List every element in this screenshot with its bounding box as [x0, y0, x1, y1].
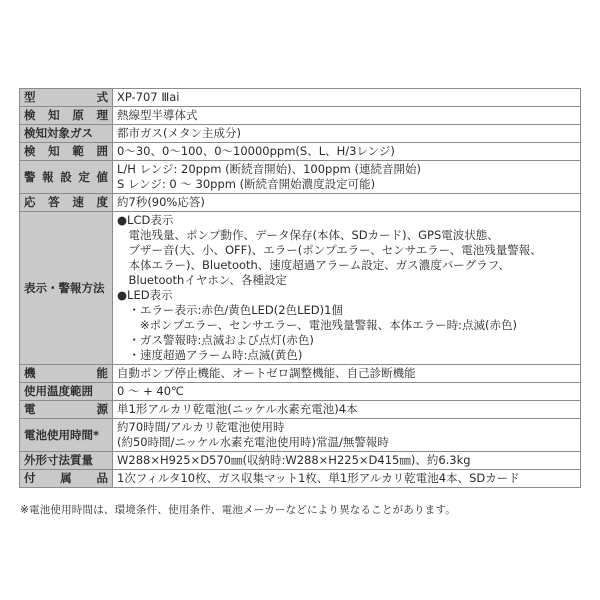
spec-label-text: 検 知 原 理 — [24, 108, 108, 122]
spec-label — [20, 161, 113, 194]
spec-row — [20, 143, 581, 161]
spec-value-line: (約50時間/ニッケル水素充電池使用時)常温/無警報時 — [117, 435, 389, 449]
spec-row — [20, 125, 581, 143]
spec-value — [113, 452, 581, 470]
spec-value — [113, 383, 581, 401]
spec-value-line: 都市ガス(メタン主成分) — [117, 126, 241, 140]
spec-table-body — [20, 89, 581, 488]
spec-value — [113, 401, 581, 419]
spec-label-text: 検知対象ガス — [24, 126, 93, 140]
spec-value-line: ●LED表示 — [117, 288, 173, 302]
spec-value-line: ・ガス警報時:点滅および点灯(赤色) — [117, 333, 314, 347]
spec-row — [20, 470, 581, 488]
spec-value — [113, 194, 581, 212]
spec-label-text: 応 答 速 度 — [24, 195, 108, 209]
spec-label — [20, 419, 113, 452]
spec-label-text: 外形寸法質量 — [24, 453, 93, 467]
spec-value-line: 0〜30、0〜100、0〜10000ppm(S、L、H/3レンジ) — [117, 144, 395, 158]
spec-value — [113, 107, 581, 125]
spec-row — [20, 107, 581, 125]
spec-value-line: 電池残量、ポンプ動作、データ保存(本体、SDカード)、GPS電波状態、 — [117, 228, 499, 242]
spec-label-text: 電池使用時間* — [24, 427, 100, 442]
spec-label-text: 型 式 — [24, 90, 108, 104]
spec-value — [113, 89, 581, 107]
spec-value — [113, 365, 581, 383]
spec-value — [113, 125, 581, 143]
spec-label — [20, 143, 113, 161]
spec-label-text: 検 知 範 囲 — [24, 144, 108, 158]
spec-row — [20, 161, 581, 194]
spec-value-line: L/H レンジ: 20ppm (断続音開始)、100ppm (連続音開始) — [117, 162, 421, 176]
spec-value — [113, 161, 581, 194]
spec-row — [20, 89, 581, 107]
spec-value-line: ・エラー表示:赤色/黄色LED(2色LED)1個 — [117, 303, 343, 317]
spec-label — [20, 383, 113, 401]
spec-value-line: 0 〜 + 40℃ — [117, 384, 184, 398]
spec-row — [20, 401, 581, 419]
spec-value-line: 1次フィルタ10枚、ガス収集マット1枚、単1形アルカリ乾電池4本、SDカード — [117, 471, 520, 485]
spec-label — [20, 89, 113, 107]
spec-label-text: 付 属 品 — [24, 471, 108, 485]
spec-value-line: ブザー音(大、小、OFF)、エラー(ポンプエラー、センサエラー、電池残量警報、 — [117, 243, 542, 257]
spec-label — [20, 212, 113, 365]
spec-label-text: 使用温度範囲 — [24, 384, 93, 398]
spec-row — [20, 194, 581, 212]
spec-label — [20, 365, 113, 383]
spec-label — [20, 470, 113, 488]
spec-value — [113, 212, 581, 365]
spec-value-line: ・速度超過アラーム時:点滅(黄色) — [117, 348, 303, 362]
spec-label-text: 機 能 — [24, 366, 108, 380]
spec-label — [20, 194, 113, 212]
spec-value-line: 熱線型半導体式 — [117, 108, 198, 122]
spec-value — [113, 470, 581, 488]
spec-row — [20, 452, 581, 470]
spec-label — [20, 125, 113, 143]
spec-label — [20, 401, 113, 419]
spec-value — [113, 419, 581, 452]
spec-value-line: 本体エラー)、Bluetooth、速度超過アラーム設定、ガス濃度バーグラフ、 — [117, 258, 510, 272]
spec-value — [113, 143, 581, 161]
spec-row — [20, 419, 581, 452]
spec-value-line: ●LCD表示 — [117, 213, 174, 227]
footnote: ※電池使用時間は、環境条件、使用条件、電池メーカーなどにより異なることがあります。 — [20, 504, 456, 516]
spec-label — [20, 452, 113, 470]
spec-value-line: W288×H925×D570㎜(収納時:W288×H225×D415㎜)、約6.3kg — [117, 453, 471, 467]
spec-table — [19, 88, 581, 488]
spec-value-line: 自動ポンプ停止機能、オートゼロ調整機能、自己診断機能 — [117, 366, 416, 380]
spec-label — [20, 107, 113, 125]
spec-value-line: 約7秒(90%応答) — [117, 195, 205, 209]
spec-value-line: 単1形アルカリ乾電池(ニッケル水素充電池)4本 — [117, 402, 358, 416]
spec-value-line: 約70時間/アルカリ乾電池使用時 — [117, 420, 285, 434]
spec-label-text: 電 源 — [24, 402, 108, 416]
spec-value-line: XP-707 Ⅲai — [117, 90, 180, 104]
spec-value-line: Bluetoothイヤホン、各種設定 — [117, 273, 287, 287]
spec-value-line: S レンジ: 0 〜 30ppm (断続音開始濃度設定可能) — [117, 177, 376, 191]
spec-label-text: 警 報 設 定 値 — [24, 169, 108, 184]
spec-row — [20, 383, 581, 401]
spec-row — [20, 212, 581, 365]
spec-value-line: ※ポンプエラー、センサエラー、電池残量警報、本体エラー時:点滅(赤色) — [117, 318, 518, 332]
spec-row — [20, 365, 581, 383]
spec-label-text: 表示・警報方法 — [24, 280, 105, 295]
